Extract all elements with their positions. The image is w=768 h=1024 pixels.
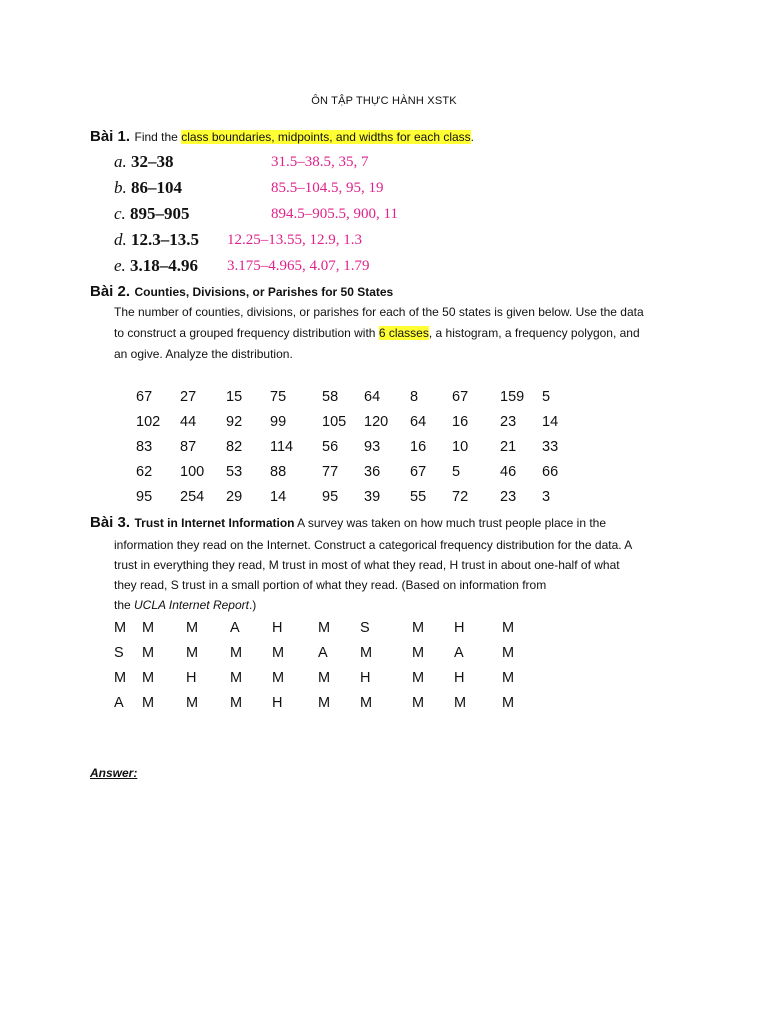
data-cell: 23 xyxy=(500,414,517,430)
data-cell: M xyxy=(502,670,515,686)
bai1-answer-e: 3.175–4.965, 4.07, 1.79 xyxy=(227,258,370,274)
data-cell: 75 xyxy=(270,389,287,405)
data-cell: 83 xyxy=(136,439,153,455)
data-cell: H xyxy=(186,670,197,686)
data-cell: 14 xyxy=(270,489,287,505)
bai3-paragraph xyxy=(114,535,632,615)
bai1-highlight: class boundaries, midpoints, and widths for each class xyxy=(181,130,471,144)
data-cell: 14 xyxy=(542,414,559,430)
data-cell: 105 xyxy=(322,414,347,430)
bai1-answer-c: 894.5–905.5, 900, 11 xyxy=(271,206,398,222)
data-cell: 55 xyxy=(410,489,427,505)
data-cell: 88 xyxy=(270,464,287,480)
data-cell: 56 xyxy=(322,439,339,455)
data-cell: 82 xyxy=(226,439,243,455)
data-cell: M xyxy=(360,695,373,711)
data-cell: 16 xyxy=(452,414,469,430)
bai1-item-a: a. 32–38 xyxy=(114,152,174,171)
data-cell: M xyxy=(230,645,243,661)
data-cell: 15 xyxy=(226,389,243,405)
data-cell: 254 xyxy=(180,489,205,505)
data-cell: S xyxy=(360,620,370,636)
data-cell: 99 xyxy=(270,414,287,430)
page-title: ÔN TẬP THỰC HÀNH XSTK xyxy=(311,95,457,107)
data-cell: M xyxy=(186,695,199,711)
data-cell: 53 xyxy=(226,464,243,480)
bai2-paragraph xyxy=(114,302,644,365)
data-cell: 10 xyxy=(452,439,469,455)
data-cell: M xyxy=(142,670,155,686)
data-cell: M xyxy=(318,670,331,686)
bai1-answer-a: 31.5–38.5, 35, 7 xyxy=(271,154,369,170)
data-cell: 46 xyxy=(500,464,517,480)
data-cell: 39 xyxy=(364,489,381,505)
data-cell: M xyxy=(502,645,515,661)
bai3-title: Trust in Internet Information xyxy=(134,516,295,530)
data-cell: 87 xyxy=(180,439,197,455)
data-cell: H xyxy=(454,620,465,636)
data-cell: 67 xyxy=(410,464,427,480)
data-cell: S xyxy=(114,645,124,661)
bai2-title: Counties, Divisions, or Parishes for 50 States xyxy=(134,285,394,299)
data-cell: A xyxy=(454,645,464,661)
bai1-item-c: c. 895–905 xyxy=(114,204,190,223)
data-cell: 5 xyxy=(542,389,551,405)
data-cell: 93 xyxy=(364,439,381,455)
data-cell: 92 xyxy=(226,414,243,430)
data-cell: 8 xyxy=(410,389,419,405)
data-cell: 120 xyxy=(364,414,389,430)
data-cell: M xyxy=(272,645,285,661)
data-cell: 159 xyxy=(500,389,525,405)
data-cell: 58 xyxy=(322,389,339,405)
data-cell: M xyxy=(142,645,155,661)
data-cell: M xyxy=(502,695,515,711)
bai3-line-4: they read, S trust in a small portion of what they read. (Based on information from xyxy=(114,578,547,592)
data-cell: 5 xyxy=(452,464,461,480)
bai1-item-e: e. 3.18–4.96 xyxy=(114,256,199,275)
bai3-line-3: trust in everything they read, M trust in most of what they read, H trust in about one-half of what xyxy=(114,558,620,572)
bai1-suffix: . xyxy=(470,130,475,144)
data-cell: M xyxy=(230,695,243,711)
data-cell: M xyxy=(318,695,331,711)
data-cell: 23 xyxy=(500,489,517,505)
data-cell: H xyxy=(454,670,465,686)
bai2-label: Bài 2. xyxy=(90,283,131,300)
data-cell: 33 xyxy=(542,439,559,455)
bai1-item-b: b. 86–104 xyxy=(114,178,182,197)
data-cell: M xyxy=(114,670,127,686)
data-cell: M xyxy=(142,620,155,636)
data-cell: 100 xyxy=(180,464,205,480)
data-cell: 64 xyxy=(364,389,381,405)
data-cell: M xyxy=(186,620,199,636)
answer-label: Answer: xyxy=(90,766,138,780)
data-cell: M xyxy=(502,620,515,636)
data-cell: 21 xyxy=(500,439,517,455)
data-cell: M xyxy=(412,620,425,636)
data-cell: M xyxy=(186,645,199,661)
data-cell: A xyxy=(318,645,328,661)
bai2-heading xyxy=(90,283,393,301)
data-cell: M xyxy=(142,695,155,711)
bai1-heading xyxy=(90,128,474,146)
data-cell: M xyxy=(454,695,467,711)
bai2-highlight: 6 classes xyxy=(378,326,429,340)
data-cell: M xyxy=(272,670,285,686)
bai2-line-1: The number of counties, divisions, or parishes for each of the 50 states is given below. Use the data xyxy=(114,305,644,319)
data-cell: H xyxy=(360,670,371,686)
data-cell: M xyxy=(230,670,243,686)
data-cell: 67 xyxy=(452,389,469,405)
data-cell: A xyxy=(114,695,124,711)
data-cell: 67 xyxy=(136,389,153,405)
data-cell: 16 xyxy=(410,439,427,455)
data-cell: A xyxy=(230,620,240,636)
bai3-line-2: information they read on the Internet. Construct a categorical frequency distribution for the data. A xyxy=(114,538,633,552)
data-cell: H xyxy=(272,695,283,711)
data-cell: M xyxy=(412,645,425,661)
data-cell: 62 xyxy=(136,464,153,480)
data-cell: 77 xyxy=(322,464,339,480)
bai3-line-1-rest: A survey was taken on how much trust people place in the xyxy=(294,516,607,530)
data-cell: M xyxy=(412,695,425,711)
data-cell: 27 xyxy=(180,389,197,405)
data-cell: 64 xyxy=(410,414,427,430)
bai3-line-5: the UCLA Internet Report.) xyxy=(114,598,257,612)
data-cell: M xyxy=(114,620,127,636)
data-cell: 44 xyxy=(180,414,197,430)
bai3-heading xyxy=(90,514,606,532)
bai2-line-2: to construct a grouped frequency distribution with 6 classes, a histogram, a frequency polygon, and xyxy=(114,326,640,340)
data-cell: H xyxy=(272,620,283,636)
data-cell: 114 xyxy=(270,439,294,455)
bai3-label: Bài 3. xyxy=(90,514,131,531)
data-cell: M xyxy=(318,620,331,636)
data-cell: 95 xyxy=(322,489,339,505)
data-cell: 95 xyxy=(136,489,153,505)
data-cell: M xyxy=(360,645,373,661)
bai3-source: UCLA Internet Report xyxy=(134,598,249,612)
bai1-answer-b: 85.5–104.5, 95, 19 xyxy=(271,180,384,196)
bai2-line-3: an ogive. Analyze the distribution. xyxy=(114,347,293,361)
data-cell: 66 xyxy=(542,464,559,480)
data-cell: 36 xyxy=(364,464,381,480)
data-cell: 3 xyxy=(542,489,551,505)
data-cell: 72 xyxy=(452,489,469,505)
bai1-answer-d: 12.25–13.55, 12.9, 1.3 xyxy=(227,232,362,248)
bai1-label: Bài 1. xyxy=(90,128,131,145)
data-cell: 102 xyxy=(136,414,161,430)
data-cell: 29 xyxy=(226,489,243,505)
bai1-prefix: Find the xyxy=(134,130,182,144)
data-cell: M xyxy=(412,670,425,686)
bai1-item-d: d. 12.3–13.5 xyxy=(114,230,199,249)
